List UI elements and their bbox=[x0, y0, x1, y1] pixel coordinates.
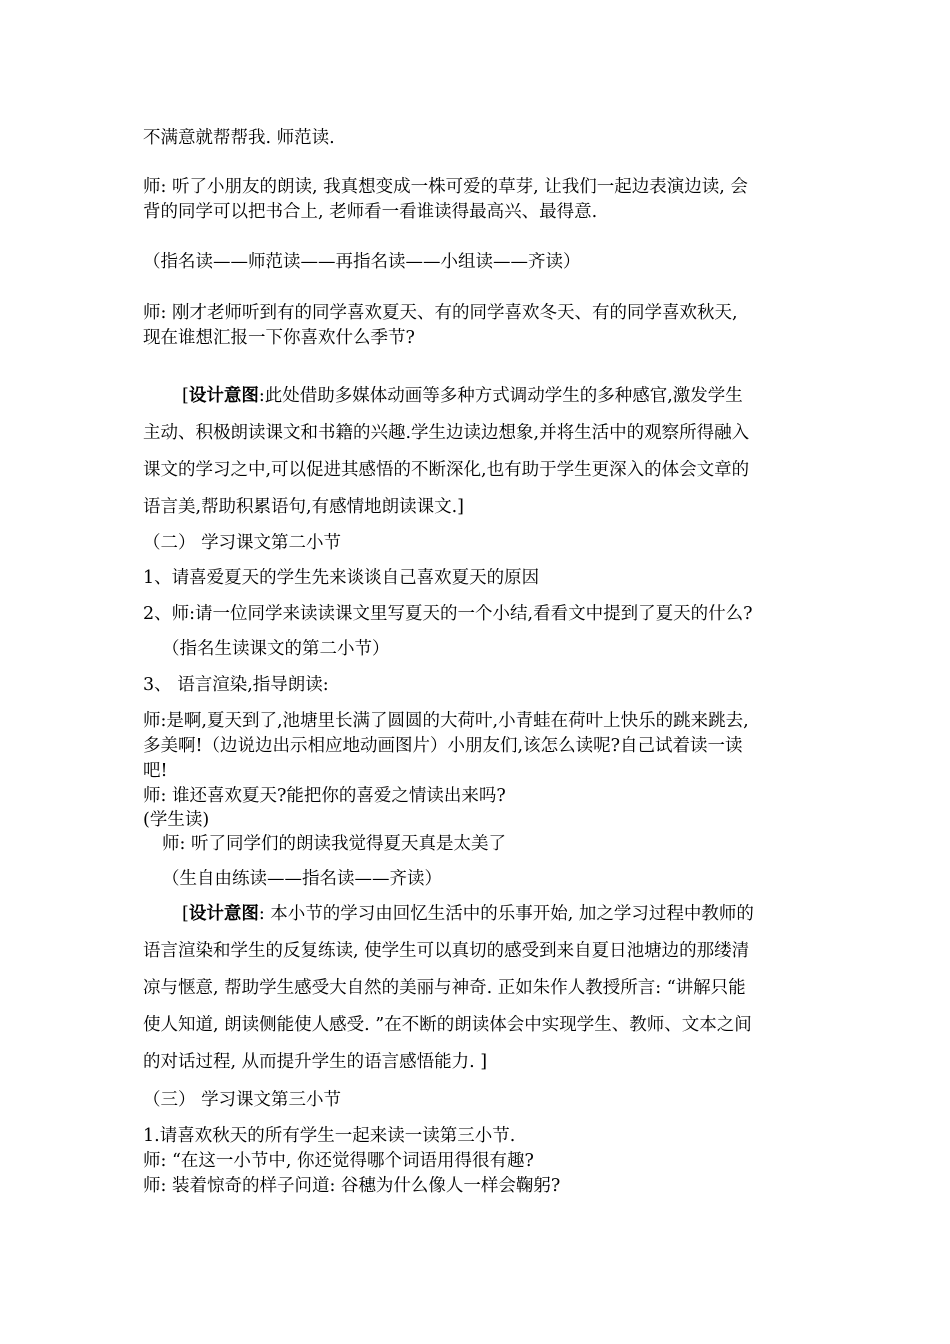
text-line: （生自由练读——指名读——齐读） bbox=[162, 869, 442, 889]
text-line: 的对话过程, 从而提升学生的语言感悟能力. ] bbox=[143, 1052, 488, 1072]
text-line: 师: 听了小朋友的朗读, 我真想变成一株可爱的草芽, 让我们一起边表演边读, 会 bbox=[143, 177, 748, 197]
design-intent-text: :此处借助多媒体动画等多种方式调动学生的多种感官,激发学生 bbox=[258, 386, 743, 406]
text-line: 师: 刚才老师听到有的同学喜欢夏天、有的同学喜欢冬天、有的同学喜欢秋天, bbox=[143, 303, 738, 323]
text-line: 师: 听了同学们的朗读我觉得夏天真是太美了 bbox=[162, 834, 506, 854]
list-item: 2、师:请一位同学来读读课文里写夏天的一个小结,看看文中提到了夏天的什么? bbox=[143, 604, 753, 624]
text-line: 语言美,帮助积累语句,有感情地朗读课文.] bbox=[143, 497, 465, 517]
bracket: [ bbox=[182, 904, 189, 924]
design-intent-label: 设计意图 bbox=[188, 904, 259, 924]
bracket: [ bbox=[182, 386, 189, 406]
design-intent-label: 设计意图 bbox=[188, 386, 259, 406]
list-item: 3、 语言渲染,指导朗读: bbox=[143, 675, 329, 695]
section-heading: （三） 学习课文第三小节 bbox=[143, 1090, 342, 1110]
text-line: 课文的学习之中,可以促进其感悟的不断深化,也有助于学生更深入的体会文章的 bbox=[143, 460, 750, 480]
text-line: (学生读) bbox=[143, 810, 210, 830]
text-line: （指名生读课文的第二小节） bbox=[162, 639, 390, 659]
section-heading: （二） 学习课文第二小节 bbox=[143, 533, 342, 553]
text-line: 现在谁想汇报一下你喜欢什么季节? bbox=[143, 328, 415, 348]
text-line: 师:是啊,夏天到了,池塘里长满了圆圆的大荷叶,小青蛙在荷叶上快乐的跳来跳去, bbox=[143, 711, 749, 731]
text-line: 1.请喜欢秋天的所有学生一起来读一读第三小节. bbox=[143, 1126, 516, 1146]
text-line: （指名读——师范读——再指名读——小组读——齐读） bbox=[143, 252, 581, 272]
text-line: 多美啊!（边说边出示相应地动画图片）小朋友们,该怎么读呢?自己试着读一读 bbox=[143, 736, 743, 756]
text-line: 师: “在这一小节中, 你还觉得哪个词语用得很有趣? bbox=[143, 1151, 534, 1171]
design-intent-1 bbox=[182, 384, 743, 408]
text-line: 使人知道, 朗读侧能使人感受. ”在不断的朗读体会中实现学生、教师、文本之间 bbox=[143, 1015, 752, 1035]
text-line: 背的同学可以把书合上, 老师看一看谁读得最高兴、最得意. bbox=[143, 202, 598, 222]
text-line: 语言渲染和学生的反复练读, 使学生可以真切的感受到来自夏日池塘边的那缕清 bbox=[143, 941, 750, 961]
text-line: 师: 谁还喜欢夏天?能把你的喜爱之情读出来吗? bbox=[143, 786, 506, 806]
list-item: 1、请喜爱夏天的学生先来谈谈自己喜欢夏天的原因 bbox=[143, 568, 540, 588]
text-line: 吧! bbox=[143, 761, 168, 781]
text-line: 师: 装着惊奇的样子问道: 谷穗为什么像人一样会鞠躬? bbox=[143, 1176, 561, 1196]
design-intent-text: : 本小节的学习由回忆生活中的乐事开始, 加之学习过程中教师的 bbox=[258, 904, 754, 924]
text-line: 主动、积极朗读课文和书籍的兴趣.学生边读边想象,并将生活中的观察所得融入 bbox=[143, 423, 750, 443]
text-line: 不满意就帮帮我. 师范读. bbox=[143, 128, 335, 148]
text-line: 凉与惬意, 帮助学生感受大自然的美丽与神奇. 正如朱作人教授所言: “讲解只能 bbox=[143, 978, 746, 998]
design-intent-2 bbox=[182, 902, 754, 926]
